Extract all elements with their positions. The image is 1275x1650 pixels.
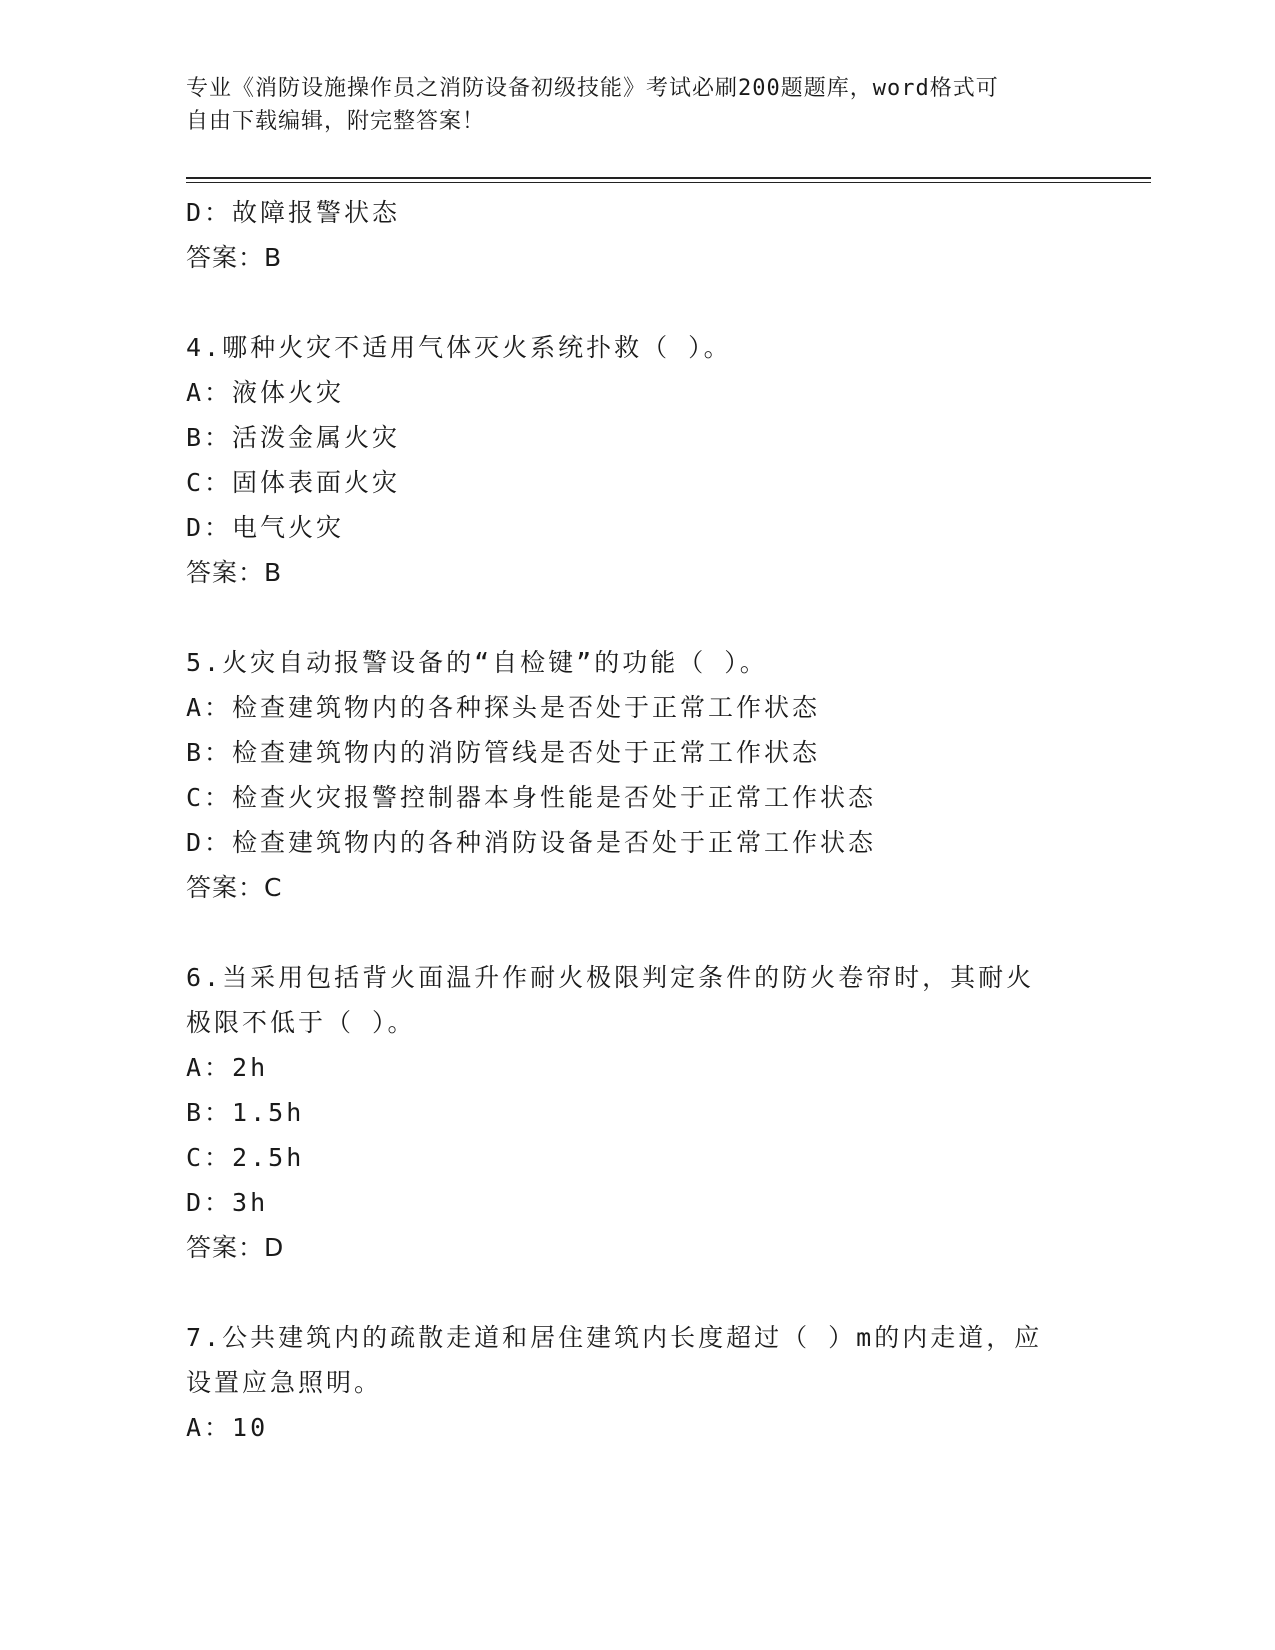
answer-label: 答案：B <box>186 558 283 587</box>
option-b: B：活泼金属火灾 <box>186 423 401 452</box>
question-stem-line-2: 设置应急照明。 <box>186 1368 383 1397</box>
question-list <box>186 190 1086 1450</box>
option-c: C：固体表面火灾 <box>186 468 401 497</box>
question-6 <box>186 955 1086 1270</box>
option-a: A：2h <box>186 1053 269 1082</box>
option-d: D：检查建筑物内的各种消防设备是否处于正常工作状态 <box>186 828 877 857</box>
question-3-tail <box>186 190 1086 280</box>
option-b: B：1.5h <box>186 1098 305 1127</box>
option-a: A：液体火灾 <box>186 378 345 407</box>
document-header <box>186 72 1086 138</box>
header-divider-thin <box>186 182 1151 183</box>
option-c: C：检查火灾报警控制器本身性能是否处于正常工作状态 <box>186 783 877 812</box>
option-b: B：检查建筑物内的消防管线是否处于正常工作状态 <box>186 738 821 767</box>
question-stem: 4.哪种火灾不适用气体灭火系统扑救（ ）。 <box>186 333 732 362</box>
option-d: D：3h <box>186 1188 269 1217</box>
question-5 <box>186 640 1086 910</box>
header-divider-thick <box>186 177 1151 179</box>
question-stem-line-1: 6.当采用包括背火面温升作耐火极限判定条件的防火卷帘时，其耐火 <box>186 963 1035 992</box>
question-stem-line-1: 7.公共建筑内的疏散走道和居住建筑内长度超过（ ）m的内走道，应 <box>186 1323 1043 1352</box>
question-7 <box>186 1315 1086 1450</box>
header-title-line-2: 自由下载编辑，附完整答案！ <box>186 109 486 134</box>
option-d: D：故障报警状态 <box>186 198 401 227</box>
answer-label: 答案：B <box>186 243 283 272</box>
answer-label: 答案：C <box>186 873 283 902</box>
question-4 <box>186 325 1086 595</box>
spacer <box>186 280 1086 325</box>
option-a: A：10 <box>186 1413 269 1442</box>
spacer <box>186 1270 1086 1315</box>
option-a: A：检查建筑物内的各种探头是否处于正常工作状态 <box>186 693 821 722</box>
question-stem: 5.火灾自动报警设备的“自检键”的功能（ ）。 <box>186 648 768 677</box>
spacer <box>186 910 1086 955</box>
spacer <box>186 595 1086 640</box>
option-c: C：2.5h <box>186 1143 305 1172</box>
answer-label: 答案：D <box>186 1233 285 1262</box>
option-d: D：电气火灾 <box>186 513 345 542</box>
question-stem-line-2: 极限不低于（ ）。 <box>186 1008 416 1037</box>
header-title-line-1: 专业《消防设施操作员之消防设备初级技能》考试必刷200题题库，word格式可 <box>186 76 999 101</box>
